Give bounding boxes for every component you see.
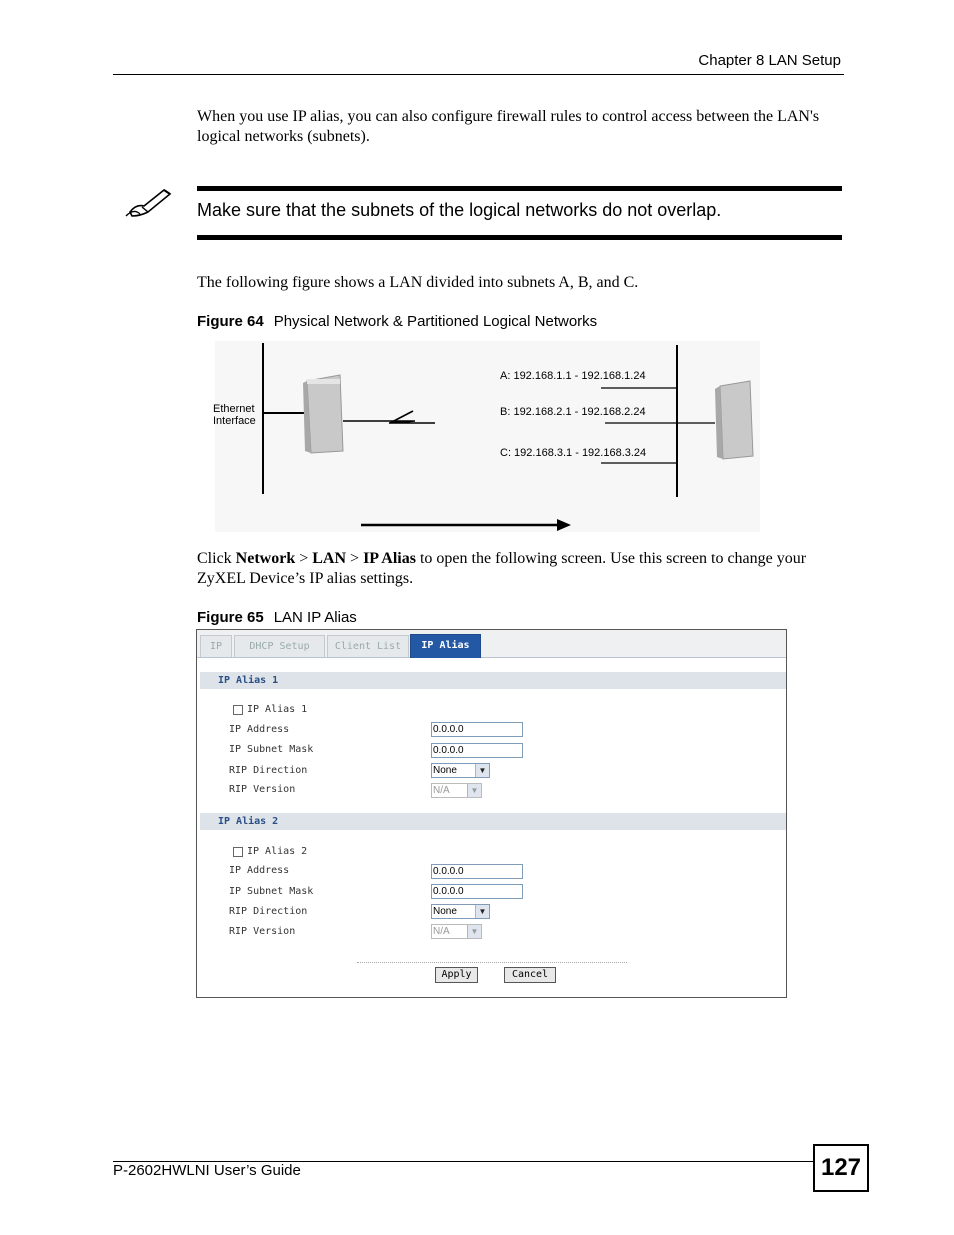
alias2-ip-address-input[interactable]: 0.0.0.0 (431, 864, 523, 879)
alias2-rip-direction-select[interactable]: None ▼ (431, 904, 490, 919)
router-right-icon (715, 381, 753, 459)
tab-client-list[interactable]: Client List (327, 635, 409, 657)
subnet-b-label: B: 192.168.2.1 - 192.168.2.24 (500, 406, 646, 418)
ethernet-interface-label: Ethernet Interface (213, 403, 256, 427)
alias2-subnet-mask-label: IP Subnet Mask (229, 886, 314, 897)
alias1-ip-address-label: IP Address (229, 724, 290, 735)
alias1-rip-version-select: N/A ▼ (431, 783, 482, 798)
button-divider (357, 962, 627, 963)
ip-alias-1-checkbox-label: IP Alias 1 (247, 704, 308, 715)
figure-intro-paragraph: The following figure shows a LAN divided into subnets A, B, and C. (197, 274, 639, 291)
tab-ip[interactable]: IP (200, 635, 232, 657)
alias2-rip-version-select: N/A ▼ (431, 924, 482, 939)
nav-ip-alias: IP Alias (363, 550, 416, 567)
nav-lan: LAN (312, 550, 347, 567)
intro-paragraph: When you use IP alias, you can also configure firewall rules to control access between the LAN's logical networks (subnets). (197, 108, 820, 145)
figure-65-title: LAN IP Alias (273, 609, 357, 626)
alias2-rip-version-label: RIP Version (229, 926, 296, 937)
note-bottom-rule (197, 235, 842, 240)
alias1-rip-direction-label: RIP Direction (229, 765, 308, 776)
header-rule (113, 74, 844, 75)
alias1-subnet-mask-label: IP Subnet Mask (229, 744, 314, 755)
chevron-down-icon: ▼ (467, 925, 481, 938)
alias1-ip-address-input[interactable]: 0.0.0.0 (431, 722, 523, 737)
figure-64-caption (197, 313, 597, 330)
cancel-button[interactable]: Cancel (504, 967, 556, 983)
note-top-rule (197, 186, 842, 191)
ip-alias-1-checkbox[interactable] (233, 705, 243, 715)
note-text: Make sure that the subnets of the logical networks do not overlap. (197, 200, 722, 220)
figure-65-caption (197, 609, 357, 626)
alias2-rip-direction-label: RIP Direction (229, 906, 308, 917)
tab-ip-alias[interactable]: IP Alias (410, 634, 481, 658)
chevron-down-icon: ▼ (475, 905, 489, 918)
network-diagram (215, 341, 760, 532)
alias2-subnet-mask-input[interactable]: 0.0.0.0 (431, 884, 523, 899)
router-left-icon (303, 375, 343, 453)
section-ip-alias-1: IP Alias 1 (200, 672, 786, 689)
ip-alias-2-checkbox-label: IP Alias 2 (247, 846, 308, 857)
guide-title: P-2602HWLNI User’s Guide (113, 1162, 301, 1179)
subnet-a-label: A: 192.168.1.1 - 192.168.1.24 (500, 370, 646, 382)
alias1-rip-direction-select[interactable]: None ▼ (431, 763, 490, 778)
alias1-subnet-mask-input[interactable]: 0.0.0.0 (431, 743, 523, 758)
figure-65-number: Figure 65 (197, 609, 264, 626)
apply-button[interactable]: Apply (435, 967, 478, 983)
figure-64-title: Physical Network & Partitioned Logical Networks (273, 313, 598, 330)
section-ip-alias-2: IP Alias 2 (200, 813, 786, 830)
alias1-rip-version-label: RIP Version (229, 784, 296, 795)
subnet-c-label: C: 192.168.3.1 - 192.168.3.24 (500, 447, 647, 459)
chevron-down-icon: ▼ (475, 764, 489, 777)
tab-bar (197, 630, 786, 658)
chevron-down-icon: ▼ (467, 784, 481, 797)
nav-network: Network (235, 550, 296, 567)
lan-ip-alias-screen (196, 629, 787, 998)
ip-alias-2-checkbox[interactable] (233, 847, 243, 857)
figure-64-number: Figure 64 (197, 313, 264, 330)
navigation-paragraph: Click Network > LAN > IP Alias to open the following screen. Use this screen to change your ZyXEL Device’s IP alias settings. (197, 550, 807, 587)
page-number: 127 (813, 1144, 869, 1192)
tab-dhcp-setup[interactable]: DHCP Setup (234, 635, 325, 657)
alias2-ip-address-label: IP Address (229, 865, 290, 876)
chapter-header: Chapter 8 LAN Setup (698, 52, 841, 69)
pencil-note-icon (124, 186, 174, 220)
